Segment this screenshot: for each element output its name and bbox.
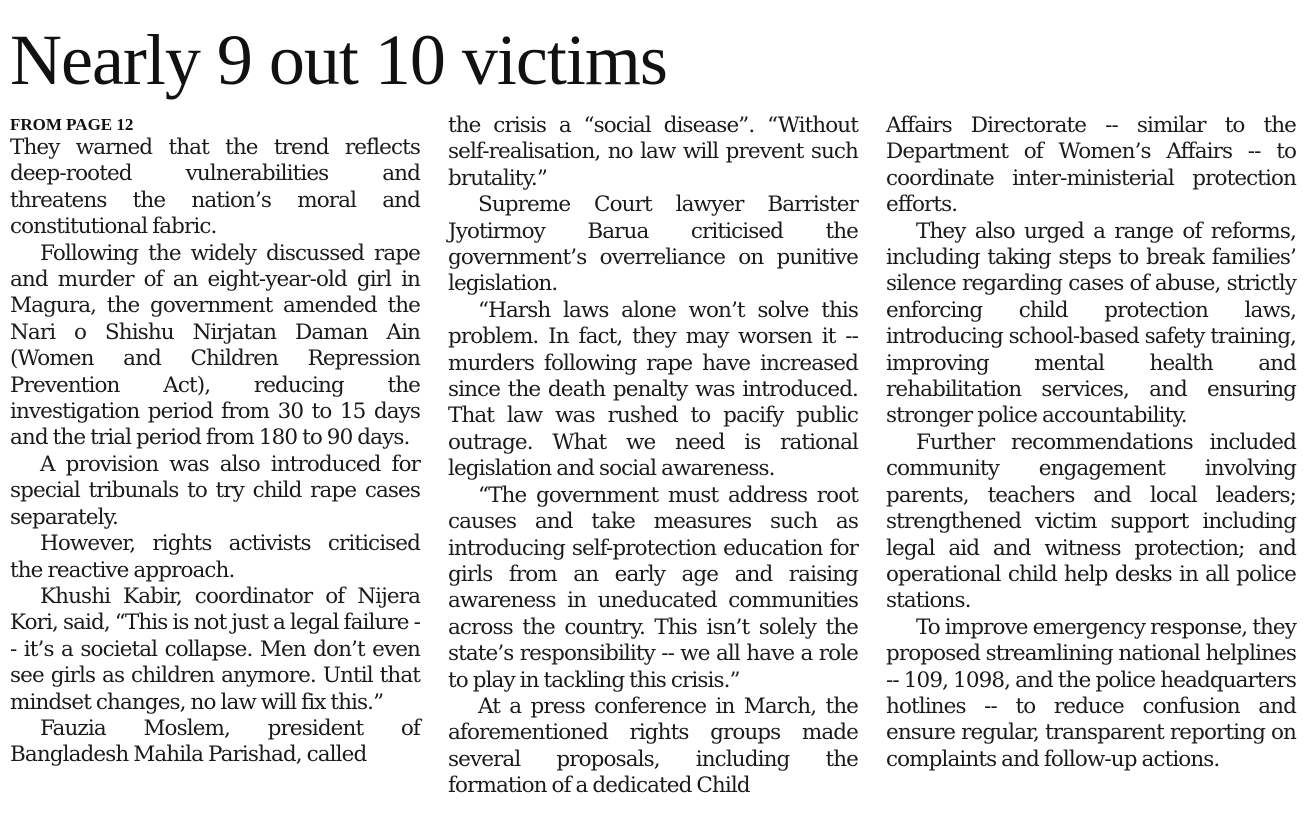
- paragraph: They also urged a range of reforms, including taking steps to break families’ silence regarding cases of abuse, strictly enforcing child protection laws, introducing school-based safety training, improving mental health and rehabilitation services, and ensuring stronger police accountability.: [886, 218, 1296, 429]
- paragraph: A provision was also introduced for special tribunals to try child rape cases separately.: [10, 451, 420, 530]
- headline: Nearly 9 out 10 victims: [10, 20, 667, 100]
- article-column-2: [448, 113, 858, 800]
- jump-kicker: FROM PAGE 12: [10, 115, 134, 134]
- paragraph: At a press conference in March, the aforementioned rights groups made several proposals, including the formation of a dedicated Child: [448, 693, 858, 799]
- article-column-3: [886, 113, 1296, 773]
- paragraph: Fauzia Moslem, president of Bangladesh Mahila Parishad, called: [10, 715, 420, 768]
- paragraph: Supreme Court lawyer Barrister Jyotirmoy Barua criticised the government’s overreliance on punitive legislation.: [448, 192, 858, 297]
- paragraph: Affairs Directorate -- similar to the Department of Women’s Affairs -- to coordinate inter-ministerial protection efforts.: [886, 113, 1296, 218]
- paragraph: Further recommendations included community engagement involving parents, teachers and local leaders; strengthened victim support including legal aid and witness protection; and operational child help desks in all police stations.: [886, 429, 1296, 614]
- paragraph: “Harsh laws alone won’t solve this problem. In fact, they may worsen it -- murders following rape have increased since the death penalty was introduced. That law was rushed to pacify public outrage. What we need is rational legislation and social awareness.: [448, 297, 858, 482]
- article-column-1: [10, 113, 420, 769]
- paragraph: They warned that the trend reflects deep-rooted vulnerabilities and threatens the nation’s moral and constitutional fabric.: [10, 135, 420, 240]
- paragraph: Following the widely discussed rape and murder of an eight-year-old girl in Magura, the government amended the Nari o Shishu Nirjatan Daman Ain (Women and Children Repression Prevention Act), reducing the investigation period from 30 to 15 days and the trial period from 180 to 90 days.: [10, 240, 420, 451]
- paragraph: Khushi Kabir, coordinator of Nijera Kori, said, “This is not just a legal failure -- it’s a societal collapse. Men don’t even see girls as children anymore. Until that mindset changes, no law will fix this.”: [10, 583, 420, 715]
- paragraph: the crisis a “social disease”. “Without self-realisation, no law will prevent such brutality.”: [448, 113, 858, 191]
- paragraph: To improve emergency response, they proposed streamlining national helplines -- 109, 1098, and the police headquarters hotlines -- to reduce confusion and ensure regular, transparent reporting on complaints and follow-up actions.: [886, 614, 1296, 772]
- paragraph: “The government must address root causes and take measures such as introducing self-protection education for girls from an early age and raising awareness in uneducated communities across the country. This isn’t solely the state’s responsibility -- we all have a role to play in tackling this crisis.”: [448, 482, 858, 693]
- paragraph: However, rights activists criticised the reactive approach.: [10, 531, 420, 583]
